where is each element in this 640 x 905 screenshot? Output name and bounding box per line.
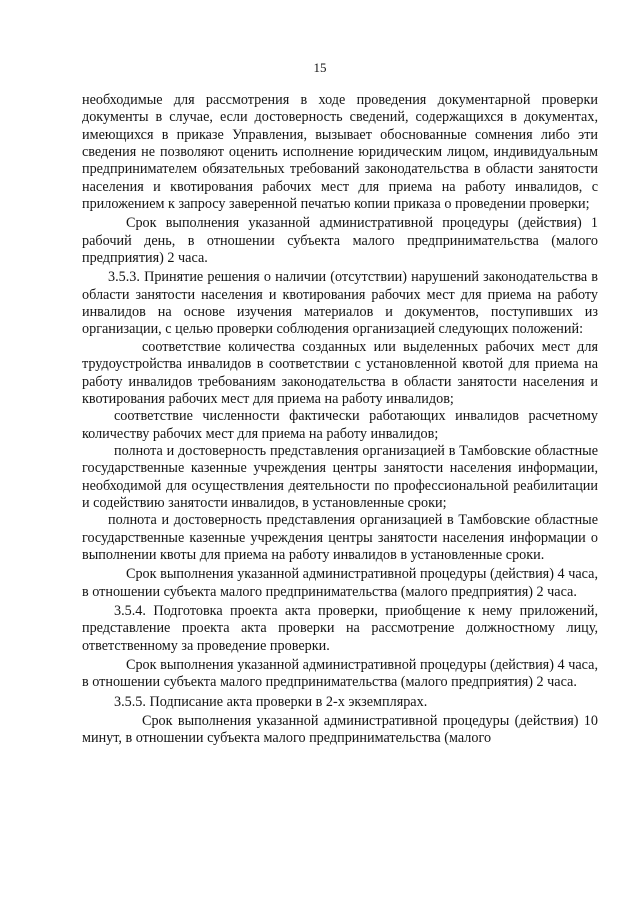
paragraph-3-5-5: 3.5.5. Подписание акта проверки в 2-х экземплярах. [114, 693, 428, 710]
paragraph-deadline-1: Срок выполнения указанной административной процедуры (действия) 1 рабочий день, в отношении субъекта малого предпринимательства (малого предприятия) 2 часа. [82, 215, 598, 267]
list-item-quota-info: полнота и достоверность представления организацией в Тамбовские областные государственные казенные учреждения центры занятости населения информации о выполнении квоты для приема на работу инвалидов в установленные сроки. [82, 512, 598, 563]
paragraph-3-5-3: 3.5.3. Принятие решения о наличии (отсутствии) нарушений законодательства в области занятости населения и квотирования рабочих мест для приема на работу инвалидов на основе изучения материалов и документов, поступивших из организации, с целью проверки соблюдения организацией следующих положений: [82, 269, 598, 338]
paragraph-deadline-3: Срок выполнения указанной административной процедуры (действия) 4 часа, в отношении субъекта малого предпринимательства (малого предприятия) 2 часа. [82, 657, 598, 691]
list-item-quota-compliance: соответствие количества созданных или выделенных рабочих мест для трудоустройства инвалидов в соответствии с установленной квотой для приема на работу инвалидов требованиям законодательства в области занятости населения и квотирования рабочих мест для приема на работу инвалидов; [82, 338, 598, 407]
paragraph-continuation: необходимые для рассмотрения в ходе проведения документарной проверки документы в случае, если достоверность сведений, содержащихся в документах, имеющихся в приказе Управления, вызывает обоснованные сомнения либо эти сведения не позволяют оценить исполнение юридическим лицом, индивидуальным предпринимателем обязательных требований законодательства в области занятости населения и квотирования рабочих мест для приема на работу инвалидов, с приложением к запросу заверенной печатью копии приказа о проведении проверки; [82, 92, 598, 213]
list-item-rehabilitation-info: полнота и достоверность представления организацией в Тамбовские областные государственные казенные учреждения центры занятости населения информации, необходимой для осуществления деятельности по профессиональной реабилитации и содействию занятости инвалидов, в установленные сроки; [82, 442, 598, 511]
document-body [82, 92, 598, 748]
paragraph-deadline-4: Срок выполнения указанной административной процедуры (действия) 10 минут, в отношении субъекта малого предпринимательства (малого [82, 713, 598, 747]
paragraph-3-5-4: 3.5.4. Подготовка проекта акта проверки, приобщение к нему приложений, представление проекта акта проверки на рассмотрение должностному лицу, ответственному за проведение проверки. [82, 602, 598, 654]
list-item-employee-count: соответствие численности фактически работающих инвалидов расчетному количеству рабочих мест для приема на работу инвалидов; [82, 408, 598, 442]
page-number: 15 [313, 60, 327, 75]
paragraph-deadline-2: Срок выполнения указанной административной процедуры (действия) 4 часа, в отношении субъекта малого предпринимательства (малого предприятия) 2 часа. [82, 566, 598, 600]
